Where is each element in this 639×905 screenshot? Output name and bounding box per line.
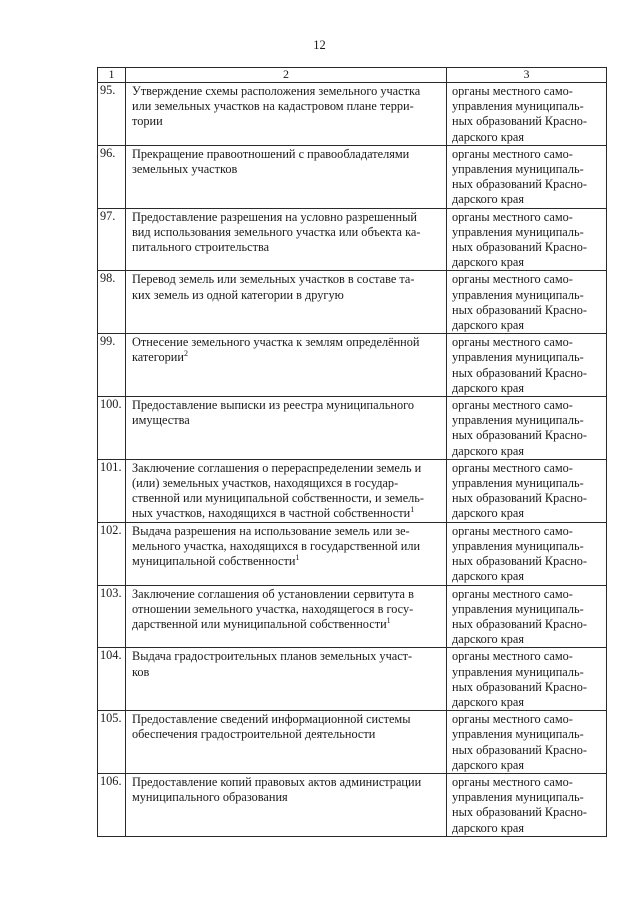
row-number-text: 99. [100,334,116,349]
responsible-authority-line: органы местного само- [452,774,573,789]
responsible-authority [447,145,607,208]
responsible-authority-line: органы местного само- [452,460,573,475]
page-number: 12 [313,38,326,52]
service-name-line [132,240,443,255]
service-name-line [132,114,443,129]
service-name-line [132,162,443,177]
table-row [98,145,607,208]
responsible-authority-line: органы местного само- [452,146,573,161]
responsible-authority-line: управления муниципаль- [452,727,584,742]
service-name-text: вид использования земельного участка или объекта ка- [132,224,421,239]
responsible-authority-line: управления муниципаль- [452,476,584,491]
service-name-text: дарственной или муниципальной собственности [132,616,387,631]
service-name [126,397,447,460]
service-name-text: ных участков, находящихся в частной собственности [132,506,411,521]
service-name-line [132,335,443,350]
row-number [98,271,126,334]
table-row [98,773,607,836]
responsible-authority-line: дарского края [452,129,525,144]
service-name-text: отношении земельного участка, находящегося в госу- [132,601,414,616]
row-number [98,83,126,146]
table-row [98,648,607,711]
row-number-text: 97. [100,208,116,223]
service-name-text: ственной или муниципальной собственности, и земель- [132,491,425,506]
responsible-authority-line: управления муниципаль- [452,99,584,114]
service-name-line [132,587,443,602]
service-name-line [132,476,443,491]
responsible-authority-line: ных образований Красно- [452,177,588,192]
responsible-authority [447,585,607,648]
responsible-authority [447,208,607,271]
service-name-line [132,727,443,742]
table-header-row [98,68,607,83]
responsible-authority-line: органы местного само- [452,649,573,664]
service-name [126,83,447,146]
table-row [98,334,607,397]
responsible-authority-line: ных образований Красно- [452,554,588,569]
service-name-text: Предоставление разрешения на условно разрешенный [132,209,417,224]
table-row [98,397,607,460]
service-name-text: категории [132,350,184,365]
service-name [126,585,447,648]
responsible-authority-line: ных образований Красно- [452,616,588,631]
responsible-authority-line: управления муниципаль- [452,413,584,428]
service-name-text: ких земель из одной категории в другую [132,287,344,302]
responsible-authority [447,522,607,585]
service-name-text: тории [132,114,163,129]
footnote-marker: 1 [386,615,391,625]
responsible-authority [447,334,607,397]
row-number-text: 105. [100,711,122,726]
row-number-text: 98. [100,271,116,286]
responsible-authority-line: дарского края [452,820,525,835]
responsible-authority-line: дарского края [452,443,525,458]
responsible-authority-line: дарского края [452,757,525,772]
responsible-authority-line: дарского края [452,632,525,647]
service-name-line [132,413,443,428]
responsible-authority-line: ных образований Красно- [452,365,588,380]
responsible-authority-line: органы местного само- [452,586,573,601]
row-number-text: 96. [100,145,116,160]
service-name-text: земельных участков [132,162,238,177]
responsible-authority [447,271,607,334]
responsible-authority-line: дарского края [452,318,525,333]
responsible-authority-line: органы местного само- [452,84,573,98]
row-number [98,208,126,271]
service-name-text: обеспечения градостроительной деятельности [132,727,376,742]
footnote-marker: 2 [183,349,188,359]
responsible-authority-line: управления муниципаль- [452,287,584,302]
row-number-text: 100. [100,397,122,412]
service-name-line [132,398,443,413]
service-name-text: Перевод земель или земельных участков в составе та- [132,272,415,287]
responsible-authority-line: ных образований Красно- [452,679,588,694]
responsible-authority-line: управления муниципаль- [452,162,584,177]
service-name-text: или земельных участков на кадастровом плане терри- [132,99,414,114]
row-number [98,522,126,585]
row-number-text: 95. [100,83,116,97]
responsible-authority [447,459,607,522]
service-name [126,648,447,711]
responsible-authority [447,648,607,711]
responsible-authority-line: органы местного само- [452,209,573,224]
table-row [98,711,607,774]
service-name-text: Выдача разрешения на использование земель или зе- [132,523,410,538]
service-name-line [132,790,443,805]
service-name-line [132,225,443,240]
service-name-text: Заключение соглашения об установлении сервитута в [132,586,414,601]
responsible-authority-line: ных образований Красно- [452,742,588,757]
service-name-line [132,491,443,506]
service-name-line [132,84,443,99]
header-col-2: 2 [126,68,447,83]
service-name-text: муниципальной собственности [132,554,296,569]
responsible-authority-line: ных образований Красно- [452,240,588,255]
service-name-line [132,554,443,569]
row-number [98,459,126,522]
service-name-text: мельного участка, находящихся в государственной или [132,538,421,553]
responsible-authority [447,397,607,460]
service-name-line [132,99,443,114]
responsible-authority [447,83,607,146]
service-name-text: Предоставление сведений информационной системы [132,712,411,727]
row-number-text: 104. [100,648,122,663]
responsible-authority-line: ных образований Красно- [452,302,588,317]
service-name-text: ков [132,664,150,679]
responsible-authority [447,711,607,774]
responsible-authority-line: ных образований Красно- [452,491,588,506]
table-row [98,208,607,271]
row-number [98,648,126,711]
footnote-marker: 1 [410,505,415,515]
table-row [98,83,607,146]
service-name-line [132,775,443,790]
service-name-line [132,210,443,225]
service-name [126,208,447,271]
service-name [126,522,447,585]
service-name-text: Предоставление выписки из реестра муниципального [132,398,415,413]
responsible-authority-line: управления муниципаль- [452,538,584,553]
row-number [98,334,126,397]
service-name-text: муниципального образования [132,790,288,805]
service-name-line [132,272,443,287]
service-name-text: Прекращение правоотношений с правообладателями [132,146,410,161]
responsible-authority-line: дарского края [452,694,525,709]
responsible-authority-line: ных образований Красно- [452,805,588,820]
responsible-authority-line: органы местного само- [452,712,573,727]
service-name-line [132,506,443,521]
service-name-line [132,524,443,539]
service-name-text: Предоставление копий правовых актов администрации [132,774,422,789]
row-number [98,145,126,208]
service-name-line [132,649,443,664]
table-row [98,459,607,522]
row-number [98,397,126,460]
responsible-authority-line: ных образований Красно- [452,428,588,443]
service-name-line [132,461,443,476]
row-number [98,711,126,774]
responsible-authority-line: дарского края [452,506,525,521]
service-name-line [132,665,443,680]
services-table [97,67,607,837]
service-name-text: питального строительства [132,240,270,255]
table-row [98,271,607,334]
responsible-authority-line: дарского края [452,569,525,584]
service-name [126,773,447,836]
service-name-line [132,288,443,303]
service-name-line [132,617,443,632]
row-number-text: 106. [100,773,122,788]
header-col-3: 3 [447,68,607,83]
responsible-authority-line: органы местного само- [452,523,573,538]
responsible-authority-line: органы местного само- [452,272,573,287]
row-number-text: 103. [100,585,122,600]
row-number-text: 101. [100,459,122,474]
service-name-text: Отнесение земельного участка к землям определённой [132,335,420,350]
service-name [126,459,447,522]
row-number [98,773,126,836]
service-name-line [132,602,443,617]
service-name-line [132,539,443,554]
service-name [126,334,447,397]
service-name-line [132,350,443,365]
row-number [98,585,126,648]
service-name-text: Утверждение схемы расположения земельного участка [132,84,421,98]
responsible-authority-line: дарского края [452,255,525,270]
responsible-authority-line: управления муниципаль- [452,664,584,679]
service-name-line [132,147,443,162]
responsible-authority-line: ных образований Красно- [452,114,588,129]
responsible-authority-line: управления муниципаль- [452,601,584,616]
responsible-authority [447,773,607,836]
responsible-authority-line: органы местного само- [452,398,573,413]
table-row [98,522,607,585]
responsible-authority-line: управления муниципаль- [452,790,584,805]
service-name [126,145,447,208]
service-name-text: Выдача градостроительных планов земельных участ- [132,649,413,664]
service-name [126,271,447,334]
row-number-text: 102. [100,522,122,537]
service-name-text: (или) земельных участков, находящихся в государ- [132,476,399,491]
responsible-authority-line: органы местного само- [452,335,573,350]
header-col-1: 1 [98,68,126,83]
footnote-marker: 1 [295,553,300,562]
responsible-authority-line: дарского края [452,192,525,207]
service-name-line [132,712,443,727]
responsible-authority-line: дарского края [452,380,525,395]
responsible-authority-line: управления муниципаль- [452,350,584,365]
table-row [98,585,607,648]
service-name [126,711,447,774]
service-name-text: имущества [132,413,190,428]
service-name-text: Заключение соглашения о перераспределении земель и [132,460,422,475]
responsible-authority-line: управления муниципаль- [452,224,584,239]
